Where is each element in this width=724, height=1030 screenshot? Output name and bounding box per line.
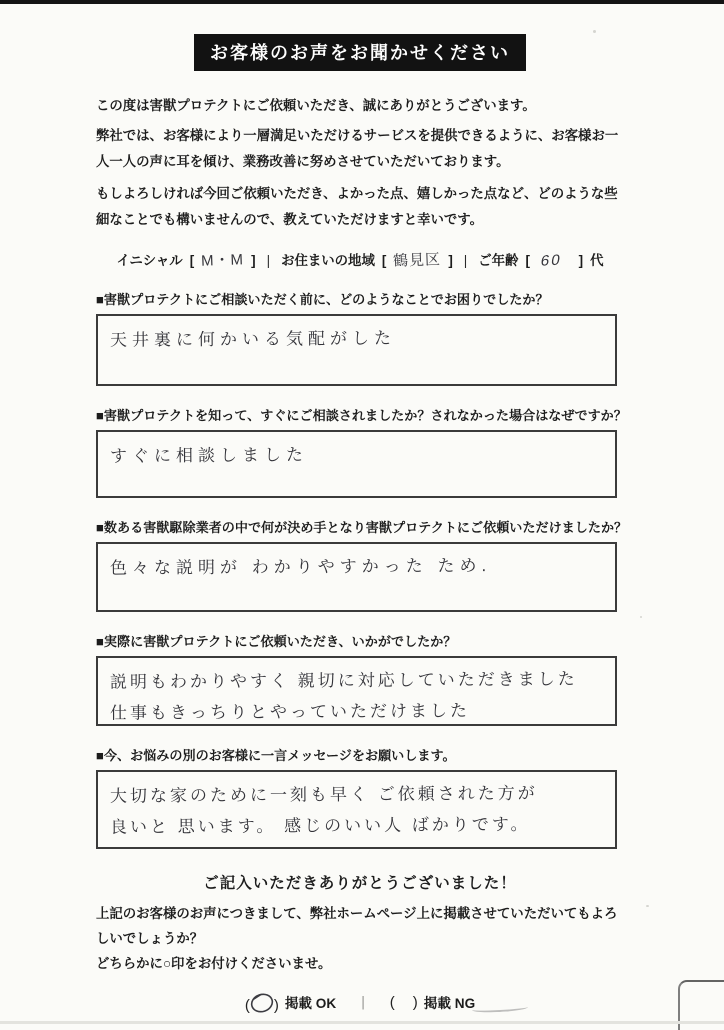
bracket-close: ] bbox=[448, 253, 453, 268]
bracket-open: [ bbox=[525, 253, 530, 268]
scan-speck bbox=[646, 905, 649, 907]
handwritten-answer-line-2: 仕事もきっちりとやっていただけました bbox=[109, 701, 471, 723]
age-label: ご年齢 bbox=[478, 253, 519, 268]
publish-consent-row bbox=[96, 990, 624, 1014]
publish-ng-label: 掲載 NG bbox=[423, 996, 476, 1011]
intro-paragraph-3: もしよろしければ今回ご依頼いただき、よかった点、嬉しかった点など、どのような些細なことでも構いませんので、教えていただけますと幸いです。 bbox=[96, 186, 618, 227]
note-line-1: 上記のお客様のお声につきまして、弊社ホームページ上に掲載させていただいてもよろしいでしょうか？ bbox=[96, 906, 618, 946]
initial-label: イニシャル bbox=[116, 253, 183, 268]
age-handwritten-value: 60 bbox=[539, 251, 564, 270]
question-block-2 bbox=[96, 407, 627, 498]
note-bold-segment: どちらかに○印 bbox=[96, 956, 185, 971]
thanks-message: ご記入いただきありがとうございました！ bbox=[203, 875, 517, 892]
publish-ok-label: 掲載 OK bbox=[284, 996, 337, 1011]
question-block-3 bbox=[96, 519, 628, 612]
age-suffix: 代 bbox=[590, 253, 604, 268]
field-separator: | bbox=[463, 253, 468, 268]
question-block-4 bbox=[96, 633, 624, 726]
paren-close: ) bbox=[412, 993, 418, 1011]
intro-paragraph-1: この度は害獣プロテクトにご依頼いただき、誠にありがとうございます。 bbox=[96, 98, 536, 113]
publish-ok-circle-mark bbox=[244, 990, 277, 1016]
bracket-open: [ bbox=[189, 253, 195, 268]
answer-box bbox=[96, 656, 617, 726]
handwritten-answer: すぐに相談しました bbox=[109, 445, 309, 466]
answer-box bbox=[96, 430, 617, 498]
paren-open: ( bbox=[244, 997, 250, 1014]
question-label: ■数ある害獣駆除業者の中で何が決め手となり害獣プロテクトにご依頼いただけましたか？ bbox=[96, 520, 628, 535]
area-label: お住まいの地域 bbox=[281, 253, 375, 268]
bracket-close: ] bbox=[578, 253, 584, 268]
question-block-5 bbox=[96, 747, 624, 849]
handwritten-answer-line-2: 良いと 思います。 感じのいい人 ばかりです。 bbox=[109, 814, 531, 837]
scan-speck bbox=[640, 616, 642, 618]
handwritten-answer-line-1: 大切な家のために一刻も早く ご依頼された方が bbox=[109, 783, 538, 806]
intro-paragraph-2: 弊社では、お客様により一層満足いただけるサービスを提供できるように、お客様お一人一人の声に耳を傾け、業務改善に努めさせていただいております。 bbox=[96, 128, 619, 169]
publish-ok-option bbox=[245, 990, 279, 1014]
paren-open: ( bbox=[389, 993, 395, 1011]
initial-handwritten-value: M・M bbox=[200, 251, 245, 270]
handwritten-answer-line-1: 説明もわかりやすく 親切に対応していただきました bbox=[109, 669, 578, 692]
question-label: ■害獣プロテクトにご相談いただく前に、どのようなことでお困りでしたか？ bbox=[96, 292, 549, 307]
bracket-close: ] bbox=[251, 253, 256, 268]
answer-box bbox=[96, 314, 617, 386]
form-title: お客様のお声をお聞かせください bbox=[194, 34, 526, 71]
note-rest-segment: をお付けくださいませ。 bbox=[184, 956, 332, 971]
answer-box bbox=[96, 770, 617, 849]
handwritten-answer: 天井裏に何かいる気配がした bbox=[109, 328, 397, 350]
question-label: ■害獣プロテクトを知って、すぐにご相談されましたか？されなかった場合はなぜですか？ bbox=[96, 408, 627, 423]
paren-close: ) bbox=[273, 997, 279, 1014]
publish-ng-option bbox=[390, 994, 418, 1011]
answer-box bbox=[96, 542, 617, 612]
question-label: ■実際に害獣プロテクトにご依頼いただき、いかがでしたか？ bbox=[96, 634, 457, 649]
publish-permission-note bbox=[96, 901, 624, 976]
consent-separator: ｜ bbox=[356, 996, 370, 1011]
field-separator: | bbox=[266, 253, 271, 268]
handwritten-answer: 色々な説明が わかりやすかった ため. bbox=[109, 556, 492, 578]
area-handwritten-value: 鶴見区 bbox=[393, 251, 442, 270]
question-label: ■今、お悩みの別のお客様に一言メッセージをお願いします。 bbox=[96, 748, 456, 763]
scan-speck bbox=[593, 30, 596, 33]
respondent-profile-row bbox=[96, 249, 624, 270]
question-block-1 bbox=[96, 291, 624, 386]
bracket-open: [ bbox=[381, 253, 387, 268]
